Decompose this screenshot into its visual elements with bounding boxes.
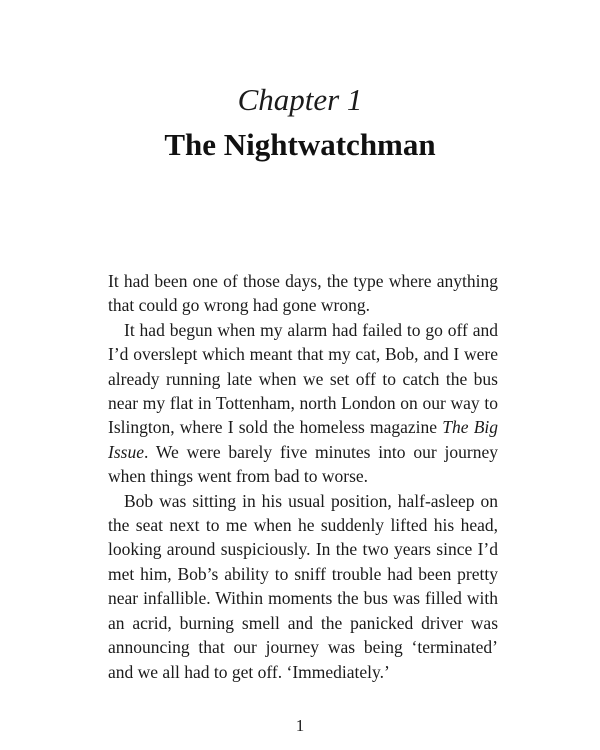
paragraph-2-text-end: . We were barely five minutes into our journey when things went from bad to worse. xyxy=(108,441,498,487)
magazine-title: The Big Issue xyxy=(108,417,498,462)
paragraph-3: Bob was sitting in his usual position, half-asleep on the seat next to me when he suddenly lifted his head, looking around suspiciously. In the two years since I’d met him, Bob’s ability to sniff trouble had been pretty near infallible. Within moments the bus was filled with an acrid, burning smell and the panicked driver was announcing that our journey was being ‘terminated’ and we all had to get off. ‘Immediately.’ xyxy=(108,490,498,682)
paragraph-2 xyxy=(108,318,498,489)
paragraph-1: It had been one of those days, the type where anything that could go wrong had gone wrong. xyxy=(108,271,498,316)
chapter-title: The Nightwatchman xyxy=(164,127,436,162)
paragraph-2-text-start: It had begun when my alarm had failed to go off and I’d overslept which meant that my cat, Bob, and I were already running late when we set off to catch the bus near my flat in Tottenham, north London on our way to Islington, where I sold the homeless magazine xyxy=(108,319,498,438)
chapter-label: Chapter 1 xyxy=(237,82,363,117)
page-number: 1 xyxy=(295,716,305,735)
chapter-body xyxy=(108,269,498,684)
